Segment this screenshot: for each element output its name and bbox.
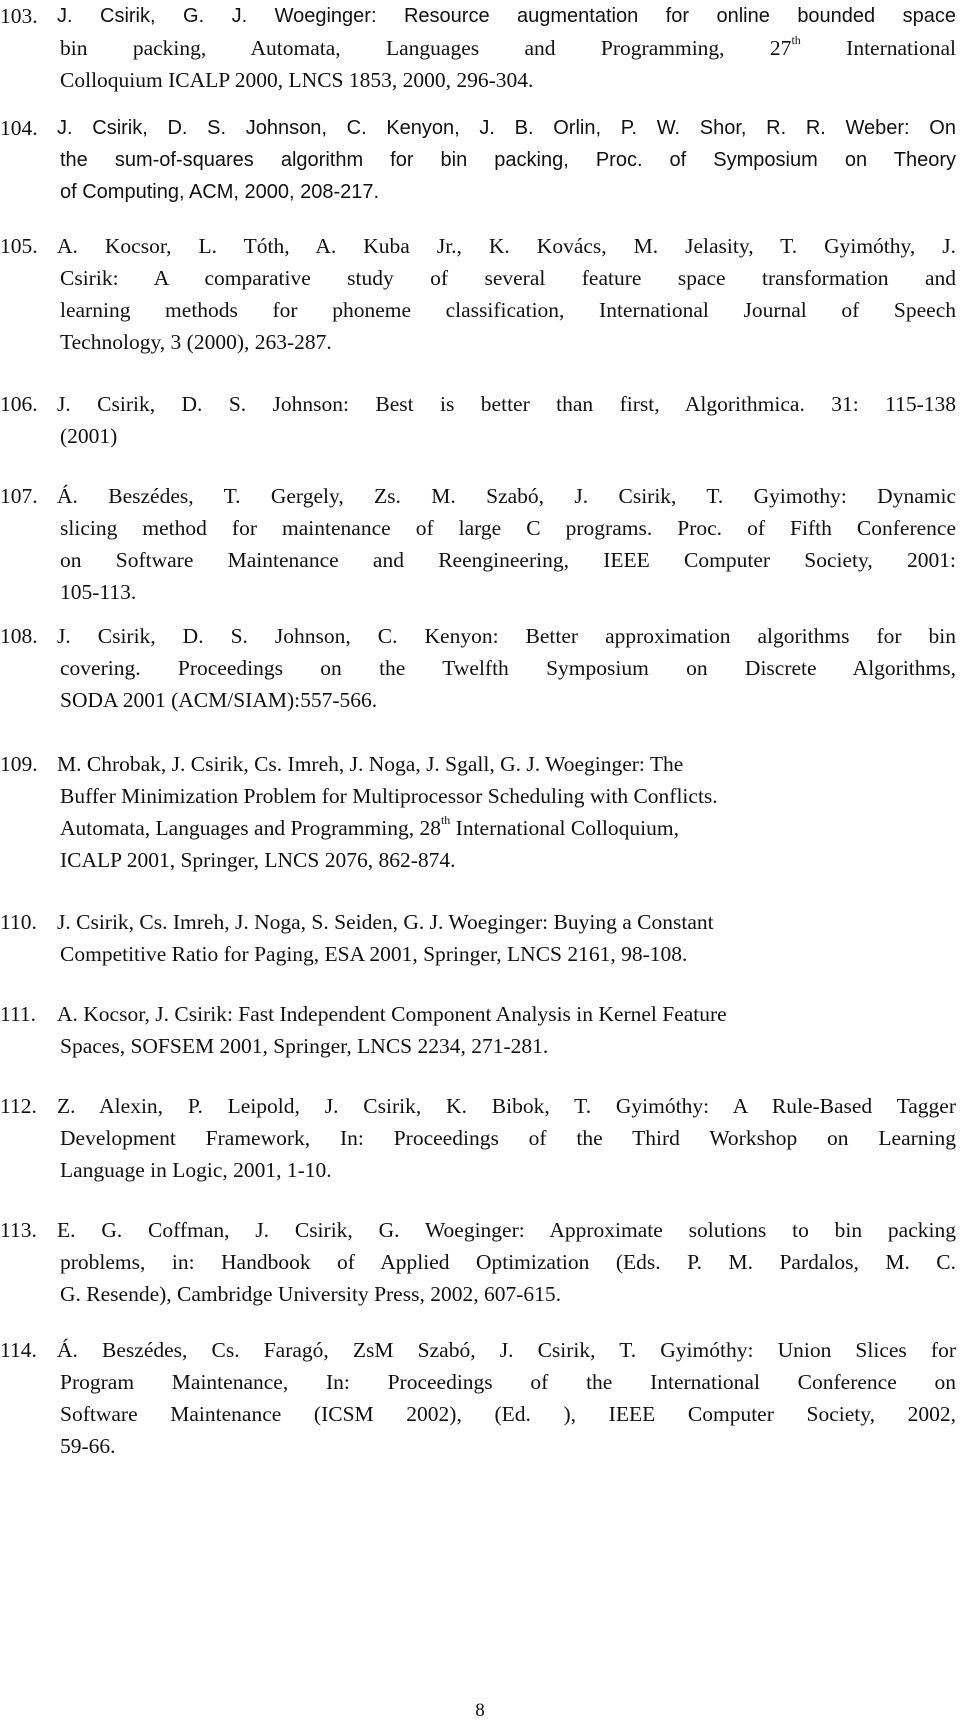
reference-number: 105.	[0, 234, 38, 258]
reference-line: Csirik: A comparative study of several feature space transformation and	[60, 266, 956, 290]
reference-line	[0, 1334, 956, 1366]
superscript: th	[440, 812, 451, 827]
reference-line-text: Á. Beszédes, Cs. Faragó, ZsM Szabó, J. Csirik, T. Gyimóthy: Union Slices for	[57, 1338, 956, 1362]
reference-entry	[0, 0, 956, 96]
reference-number: 110.	[0, 910, 37, 934]
reference-line	[0, 748, 956, 780]
reference-entry	[0, 230, 956, 358]
reference-number: 111.	[0, 1002, 37, 1026]
reference-line: Program Maintenance, In: Proceedings of the International Conference on	[60, 1370, 956, 1394]
superscript: th	[791, 32, 801, 47]
page-number: 8	[475, 1700, 485, 1721]
reference-entry	[0, 998, 956, 1062]
reference-line	[0, 906, 956, 938]
reference-line: slicing method for maintenance of large C programs. Proc. of Fifth Conference	[60, 516, 956, 540]
reference-number: 108.	[0, 624, 38, 648]
reference-line-text: International Colloquium,	[450, 816, 679, 840]
reference-number: 104.	[0, 116, 38, 140]
reference-line: 59-66.	[60, 1434, 116, 1458]
reference-line	[0, 1214, 956, 1246]
reference-line: SODA 2001 (ACM/SIAM):557-566.	[60, 688, 378, 712]
reference-line	[0, 998, 956, 1030]
reference-line: on Software Maintenance and Reengineering, IEEE Computer Society, 2001:	[60, 548, 956, 572]
reference-line	[0, 1090, 956, 1122]
reference-line-text: A. Kocsor, J. Csirik: Fast Independent Component Analysis in Kernel Feature	[57, 1002, 727, 1026]
reference-number: 109.	[0, 752, 38, 776]
reference-line-text: E. G. Coffman, J. Csirik, G. Woeginger: Approximate solutions to bin packing	[57, 1218, 956, 1242]
reference-number: 112.	[0, 1094, 37, 1118]
reference-entry	[0, 620, 956, 716]
reference-line-text: A. Kocsor, L. Tóth, A. Kuba Jr., K. Kovács, M. Jelasity, T. Gyimóthy, J.	[57, 234, 956, 258]
reference-line: of Computing, ACM, 2000, 208-217.	[60, 181, 380, 203]
reference-number: 106.	[0, 392, 38, 416]
reference-number: 107.	[0, 484, 38, 508]
reference-line: the sum-of-squares algorithm for bin packing, Proc. of Symposium on Theory	[60, 149, 956, 171]
reference-line-text: Z. Alexin, P. Leipold, J. Csirik, K. Bibok, T. Gyimóthy: A Rule-Based Tagger	[57, 1094, 956, 1118]
reference-line-text: J. Csirik, D. S. Johnson: Best is better than first, Algorithmica. 31: 115-138	[57, 392, 956, 416]
reference-line-text: bin packing, Automata, Languages and Programming, 27	[60, 36, 792, 60]
reference-number: 113.	[0, 1218, 37, 1242]
reference-number: 103.	[0, 4, 38, 28]
reference-line: Spaces, SOFSEM 2001, Springer, LNCS 2234, 271-281.	[60, 1034, 549, 1058]
reference-line: Technology, 3 (2000), 263-287.	[60, 330, 332, 354]
reference-entry	[0, 1090, 956, 1186]
reference-entry	[0, 388, 956, 452]
reference-entry	[0, 748, 956, 876]
reference-line: Buffer Minimization Problem for Multiprocessor Scheduling with Conflicts.	[60, 784, 718, 808]
reference-line: (2001)	[60, 424, 118, 448]
reference-number: 114.	[0, 1338, 37, 1362]
reference-line: ICALP 2001, Springer, LNCS 2076, 862-874.	[60, 848, 456, 872]
reference-line: Language in Logic, 2001, 1-10.	[60, 1158, 332, 1182]
reference-line-text: J. Csirik, Cs. Imreh, J. Noga, S. Seiden, G. J. Woeginger: Buying a Constant	[57, 910, 714, 934]
reference-line-text: J. Csirik, D. S. Johnson, C. Kenyon: Better approximation algorithms for bin	[57, 624, 956, 648]
reference-line	[0, 0, 956, 32]
reference-line-text: J. Csirik, D. S. Johnson, C. Kenyon, J. B. Orlin, P. W. Shor, R. R. Weber: On	[57, 117, 956, 139]
reference-entry	[0, 1334, 956, 1462]
reference-line: 105-113.	[60, 580, 137, 604]
reference-line	[0, 480, 956, 512]
reference-entry	[0, 906, 956, 970]
reference-entry	[0, 112, 956, 208]
reference-entry	[0, 1214, 956, 1310]
reference-line-text: J. Csirik, G. J. Woeginger: Resource augmentation for online bounded space	[57, 5, 956, 27]
reference-line-text: Automata, Languages and Programming, 28	[60, 816, 441, 840]
reference-entry	[0, 480, 956, 608]
reference-line-text: International	[800, 36, 956, 60]
reference-line: Development Framework, In: Proceedings of the Third Workshop on Learning	[60, 1126, 956, 1150]
reference-line: problems, in: Handbook of Applied Optimization (Eds. P. M. Pardalos, M. C.	[60, 1250, 956, 1274]
reference-line	[0, 32, 956, 64]
reference-line	[0, 230, 956, 262]
reference-line	[0, 388, 956, 420]
reference-line	[0, 812, 956, 844]
reference-line-text: Á. Beszédes, T. Gergely, Zs. M. Szabó, J. Csirik, T. Gyimothy: Dynamic	[57, 484, 956, 508]
reference-line	[0, 112, 956, 144]
reference-line: learning methods for phoneme classification, International Journal of Speech	[60, 298, 956, 322]
reference-line: Colloquium ICALP 2000, LNCS 1853, 2000, 296-304.	[60, 68, 534, 92]
reference-line: G. Resende), Cambridge University Press, 2002, 607-615.	[60, 1282, 561, 1306]
reference-line	[0, 620, 956, 652]
reference-line-text: M. Chrobak, J. Csirik, Cs. Imreh, J. Noga, J. Sgall, G. J. Woeginger: The	[57, 752, 684, 776]
reference-line: Software Maintenance (ICSM 2002), (Ed. ), IEEE Computer Society, 2002,	[60, 1402, 956, 1426]
reference-line: Competitive Ratio for Paging, ESA 2001, Springer, LNCS 2161, 98-108.	[60, 942, 688, 966]
reference-line: covering. Proceedings on the Twelfth Symposium on Discrete Algorithms,	[60, 656, 956, 680]
